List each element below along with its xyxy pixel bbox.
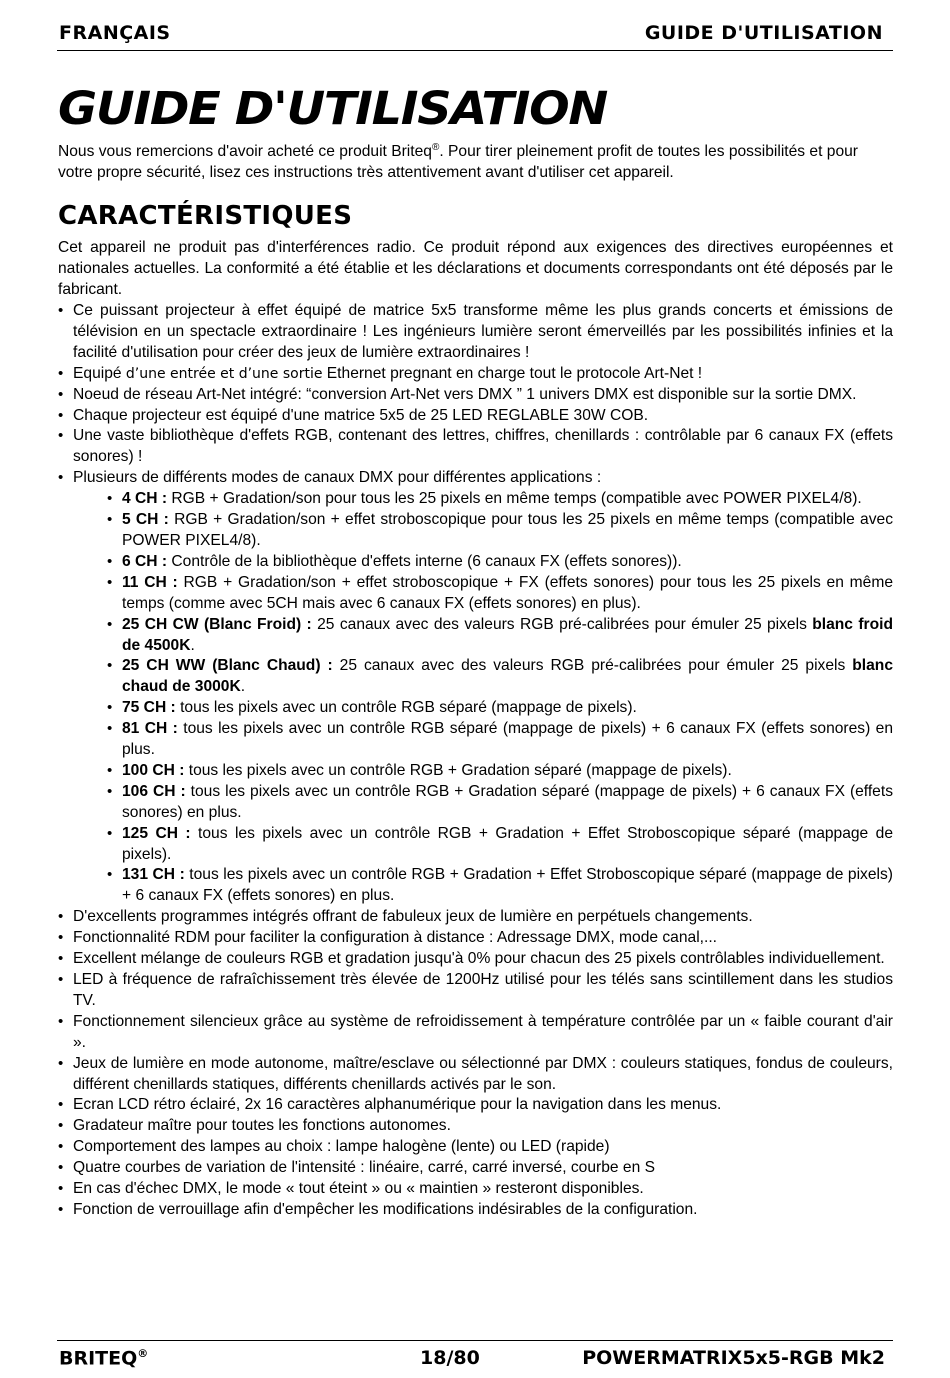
footer-model: POWERMATRIX5x5-RGB Mk2 bbox=[582, 1347, 885, 1369]
features-list-container bbox=[58, 301, 893, 1221]
page-number: 18/80 bbox=[420, 1347, 480, 1369]
list-item: • Ce puissant projecteur à effet équipé de matrice 5x5 transforme même les plus grands concerts et émissions de télévision en un spectacle extraordinaire ! Les ingénieurs lumière seront émerveillés par les possibilités infinies et la facilité d'utilisation pour créer des jeux de lumière extraordinaires ! bbox=[58, 301, 893, 364]
intro-text-before: Nous vous remercions d'avoir acheté ce produit Briteq bbox=[58, 143, 432, 161]
list-item: • Comportement des lampes au choix : lampe halogène (lente) ou LED (rapide) bbox=[58, 1137, 893, 1158]
dmx-mode-item: • 81 CH : tous les pixels avec un contrôle RGB séparé (mappage de pixels) + 6 canaux FX (effets sonores) en plus. bbox=[107, 719, 893, 761]
dmx-mode-item: • 100 CH : tous les pixels avec un contrôle RGB + Gradation séparé (mappage de pixels). bbox=[107, 761, 893, 782]
dmx-mode-item: • 25 CH CW (Blanc Froid) : 25 canaux avec des valeurs RGB pré-calibrées pour émuler 25 pixels blanc froid de 4500K. bbox=[107, 615, 893, 657]
page-header bbox=[57, 20, 893, 51]
list-item: • Une vaste bibliothèque d'effets RGB, contenant des lettres, chiffres, chenillards : contrôlable par 6 canaux FX (effets sonores) ! bbox=[58, 426, 893, 468]
list-item: • LED à fréquence de rafraîchissement très élevée de 1200Hz utilisé pour les télés sans scintillement dans les studios TV. bbox=[58, 970, 893, 1012]
features-intro-text: Cet appareil ne produit pas d'interférences radio. Ce produit répond aux exigences des directives européennes et nationales actuelles. La conformité a été établie et les déclarations et documents correspondants ont été déposés par le fabricant. bbox=[58, 239, 893, 298]
page-footer bbox=[57, 1340, 893, 1373]
footer-registered-mark: ® bbox=[137, 1347, 149, 1360]
dmx-mode-item: • 11 CH : RGB + Gradation/son + effet stroboscopique + FX (effets sonores) pour tous les 25 pixels en même temps (comme avec 5CH mais avec 6 canaux FX (effets sonores) en plus). bbox=[107, 573, 893, 615]
dmx-mode-item: • 25 CH WW (Blanc Chaud) : 25 canaux avec des valeurs RGB pré-calibrées pour émuler 25 pixels blanc chaud de 3000K. bbox=[107, 656, 893, 698]
dmx-mode-item: • 106 CH : tous les pixels avec un contrôle RGB + Gradation séparé (mappage de pixels) + 6 canaux FX (effets sonores) en plus. bbox=[107, 782, 893, 824]
list-item: • Jeux de lumière en mode autonome, maître/esclave ou sélectionné par DMX : couleurs statiques, fondus de couleurs, différent chenillards statiques, différents chenillards activés par le son. bbox=[58, 1054, 893, 1096]
features-intro bbox=[58, 238, 893, 301]
dmx-mode-item: • 131 CH : tous les pixels avec un contrôle RGB + Gradation + Effet Stroboscopique séparé (mappage de pixels) + 6 canaux FX (effets sonores) en plus. bbox=[107, 865, 893, 907]
dmx-mode-item: • 5 CH : RGB + Gradation/son + effet stroboscopique pour tous les 25 pixels en même temps (compatible avec POWER PIXEL4/8). bbox=[107, 510, 893, 552]
list-item: • Noeud de réseau Art-Net intégré: “conversion Art-Net vers DMX ” 1 univers DMX est disponible sur la sortie DMX. bbox=[58, 385, 893, 406]
list-item: • Excellent mélange de couleurs RGB et gradation jusqu'à 0% pour chacun des 25 pixels contrôlables individuellement. bbox=[58, 949, 893, 970]
list-item: • Fonction de verrouillage afin d'empêcher les modifications indésirables de la configuration. bbox=[58, 1200, 893, 1221]
list-item: • Plusieurs de différents modes de canaux DMX pour différentes applications : • 4 CH : RGB + Gradation/son pour tous les 25 pixels en même temps (compatible avec POWER PIXEL4/8). • 5 CH : RGB + Gradation/son + effet stroboscopique pour tous les 25 pixels en même temps (compatible avec POWER PIXEL4/8). • 6 CH : Contrôle de la bibliothèque d'effets interne (6 canaux FX (effets sonores)). • 11 CH : RGB + Gradation/son + effet stroboscopique + FX (effets sonores) pour tous les 25 pixels en même temps (comme avec 5CH mais avec 6 canaux FX (effets sonores) en plus). • 25 CH CW (Blanc Froid) : 25 canaux avec des valeurs RGB pré-calibrées pour émuler 25 pixels blanc froid de 4500K. • 25 CH WW (Blanc Chaud) : 25 canaux avec des valeurs RGB pré-calibrées pour émuler 25 pixels blanc chaud de 3000K. • 75 CH : tous les pixels avec un contrôle RGB séparé (mappage de pixels). • 81 CH : tous les pixels avec un contrôle RGB séparé (mappage de pixels) + 6 canaux FX (effets sonores) en plus. • 100 CH : tous les pixels avec un contrôle RGB + Gradation séparé (mappage de pixels). • 106 CH : tous les pixels avec un contrôle RGB + Gradation séparé (mappage de pixels) + 6 canaux FX (effets sonores) en plus. • 125 CH : tous les pixels avec un contrôle RGB + Gradation + Effet Stroboscopique séparé (mappage de pixels). • 131 CH : tous les pixels avec un contrôle RGB + Gradation + Effet Stroboscopique séparé (mappage de pixels) + 6 canaux FX (effets sonores) en plus. bbox=[58, 468, 893, 907]
registered-mark: ® bbox=[431, 142, 440, 153]
footer-brand: BRITEQ® bbox=[59, 1347, 149, 1370]
list-item: • Fonctionnalité RDM pour faciliter la configuration à distance : Adressage DMX, mode canal,... bbox=[58, 928, 893, 949]
dmx-mode-item: • 6 CH : Contrôle de la bibliothèque d'effets interne (6 canaux FX (effets sonores)). bbox=[107, 552, 893, 573]
intro-paragraph bbox=[58, 138, 893, 184]
list-item: • Chaque projecteur est équipé d'une matrice 5x5 de 25 LED REGLABLE 30W COB. bbox=[58, 406, 893, 427]
dmx-mode-item: • 75 CH : tous les pixels avec un contrôle RGB séparé (mappage de pixels). bbox=[107, 698, 893, 719]
features-heading: CARACTÉRISTIQUES bbox=[58, 201, 353, 231]
intro-text-after: . Pour tirer pleinement profit de toutes les possibilités et pour votre propre sécurité, lisez ces instructions très attentivement avant d'utiliser cet appareil. bbox=[58, 143, 858, 182]
dmx-mode-item: • 125 CH : tous les pixels avec un contrôle RGB + Gradation + Effet Stroboscopique séparé (mappage de pixels). bbox=[107, 824, 893, 866]
list-item: • Fonctionnement silencieux grâce au système de refroidissement à température contrôlée par un « faible courant d'air ». bbox=[58, 1012, 893, 1054]
list-item: • Ecran LCD rétro éclairé, 2x 16 caractères alphanumérique pour la navigation dans les menus. bbox=[58, 1095, 893, 1116]
header-guide-title: GUIDE D'UTILISATION bbox=[644, 22, 883, 44]
list-item: • D'excellents programmes intégrés offrant de fabuleux jeux de lumière en perpétuels changements. bbox=[58, 907, 893, 928]
features-list bbox=[58, 301, 893, 1221]
page-title: GUIDE D'UTILISATION bbox=[58, 82, 608, 135]
dmx-mode-item: • 4 CH : RGB + Gradation/son pour tous les 25 pixels en même temps (compatible avec POWER PIXEL4/8). bbox=[107, 489, 893, 510]
list-item: • Gradateur maître pour toutes les fonctions autonomes. bbox=[58, 1116, 893, 1137]
dmx-modes-list bbox=[73, 489, 893, 907]
list-item: • En cas d'échec DMX, le mode « tout éteint » ou « maintien » resteront disponibles. bbox=[58, 1179, 893, 1200]
header-language: FRANÇAIS bbox=[59, 22, 171, 44]
list-item: • Equipé d’une entrée et d’une sortie Ethernet pregnant en charge tout le protocole Art-Net ! bbox=[58, 364, 893, 385]
list-item: • Quatre courbes de variation de l'intensité : linéaire, carré, carré inversé, courbe en S bbox=[58, 1158, 893, 1179]
